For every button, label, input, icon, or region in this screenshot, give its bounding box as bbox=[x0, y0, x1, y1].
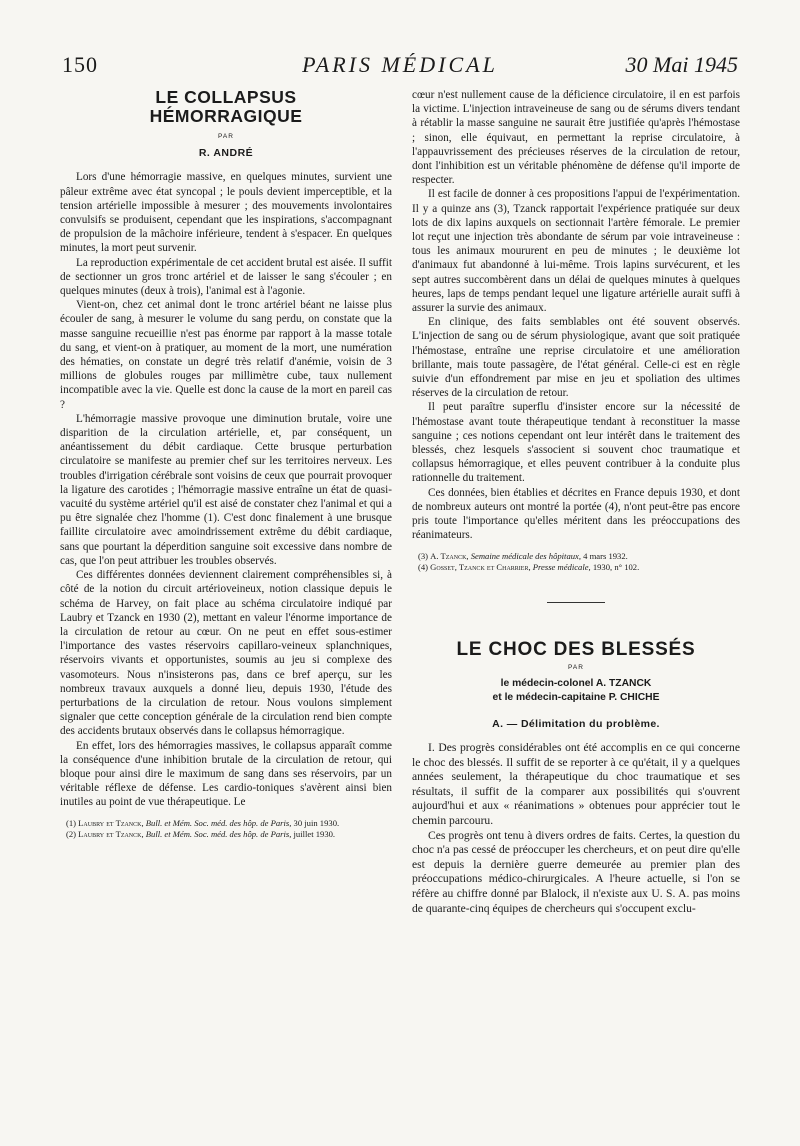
article2-title: LE CHOC DES BLESSÉS bbox=[456, 638, 696, 660]
article1-paragraph: Lors d'une hémorragie massive, en quelques minutes, survient une pâleur extrême avec état syncopal ; le pouls devient imperceptible, et la tension artérielle impossible à mesurer ; des mouvements involontaires convulsifs se produisent, cependant que les inspirations, s'accompagnant de propulsion de la mâchoire inférieure, tendent à s'espacer. En quelques minutes, la mort peut survenir. bbox=[60, 171, 392, 255]
article1-cont-paragraph: Il est facile de donner à ces propositions l'appui de l'expérimentation. Il y a quinze ans (3), Tzanck rapportait l'expérience pratiquée sur deux lots de dix lapins auxquels on sectionnait l'artère fémorale. Le premier lot reçut une injection très abondante de sérum par voie intraveineuse : tous les animaux moururent en peu de minutes ; le deuxième lot d'animaux fut abandonné à lui-même. Trois lapins survécurent, et les sept autres succombèrent dans un délai de quelques minutes à quelques heures, laps de temps pendant lequel une ligature artérielle aurait suffi à assurer la survie des animaux. bbox=[412, 188, 740, 315]
article1-paragraph: Vient-on, chez cet animal dont le tronc artériel béant ne laisse plus écouler de sang, à mesurer le volume du sang perdu, on constate que la masse sanguine recueillie n'est pas énorme par rapport à la masse totale du sang, et vient-on à pratiquer, au moment de la mort, une numération des hématies, on constate un degré très relatif d'anémie, voisin de 3 millions de globules rouges par millimètre cube, taux nullement incompatible avec la vie. Quelle est donc la cause de la mort en pareil cas ? bbox=[60, 299, 392, 411]
left-column bbox=[60, 88, 392, 841]
article1-footnotes bbox=[60, 818, 392, 841]
article1-author: R. ANDRÉ bbox=[198, 147, 254, 160]
article1-paragraph: La reproduction expérimentale de cet accident brutal est aisée. Il suffit de sectionner un gros tronc artériel et de laisser le sang s'écouler ; en quelques minutes (deux à trois), l'animal est à l'agonie. bbox=[60, 256, 392, 298]
article1-cont-paragraph: Il peut paraître superflu d'insister encore sur la nécessité de l'hémostase avant toute thérapeutique tendant à reconstituer la masse sanguine ; ces notions cependant ont leur intérêt dans le traitement des blessés, chez lesquels s'associent si souvent choc traumatique et collapsus hémorragique, et elles peuvent contribuer à la conduite plus rationnelle du traitement. bbox=[412, 401, 740, 485]
article2-paragraph: I. Des progrès considérables ont été accomplis en ce qui concerne le choc des blessés. Il suffit de se reporter à ce qu'était, il y a quelques années seulement, la thérapeutique du choc traumatique et ses résultats, il suffit de la comparer aux possibilités qui s'ouvrent aujourd'hui et aux « réanimations » obtenues pour apprécier tout le chemin parcouru. bbox=[412, 741, 740, 828]
article1-cont-paragraph: Ces données, bien établies et décrites en France depuis 1930, et dont de nombreux auteurs ont montré la portée (4), n'ont peut-être pas encore pris toute l'importance qu'elles méritent dans les préoccupations des réanimateurs. bbox=[412, 486, 740, 542]
article2-body bbox=[412, 741, 740, 916]
article2-author-2: et le médecin-capitaine P. CHICHE bbox=[492, 691, 660, 703]
article2-par: PAR bbox=[568, 663, 584, 671]
article1-title bbox=[60, 88, 392, 126]
article1-paragraph: Ces différentes données deviennent clairement compréhensibles si, à côté de la notion du circuit artérioveineux, notion classique depuis le schéma de Harvey, on fait place au schéma circulatoire indiqué par Laubry et Tzanck en 1930 (2), mettant en valeur l'énorme importance de la circulation de retour au cœur. On ne peut en effet sous-estimer l'importance des vastes réservoirs capillaro-veineux splanchniques, réservoirs vivants et opportunistes, soumis au jeu si complexe des vasomoteurs. Nous n'insisterons pas, dans ce bref aperçu, sur les nombreux travaux auxquels a donné lieu, depuis 1930, l'étude des perturbations de la circulation de retour. Nous voulons simplement signaler que cette conception générale de la circulation rend bien compte des accidents brutaux observés dans le collapsus hémorragique. bbox=[60, 569, 392, 738]
article1-title-line1: LE COLLAPSUS bbox=[155, 87, 297, 107]
footnote: (4) Gosset, Tzanck et Charrier, Presse médicale, 1930, n° 102. bbox=[418, 562, 640, 572]
article1-cont-paragraph: En clinique, des faits semblables ont été souvent observés. L'injection de sang ou de sérum physiologique, avant que soit pratiquée l'hémostase, entraîne une reprise circulatoire et une amélioration brillante, mais toute passagère, de l'état général. Celle-ci est en règle suivie d'un effondrement par mise en jeu et spoliation des ultimes réserves de la circulation de retour. bbox=[412, 316, 740, 400]
article1-paragraph: En effet, lors des hémorragies massives, le collapsus apparaît comme la conséquence d'une inhibition brutale de la circulation de retour, qui bloque pour ainsi dire le maximum de sang dans ses réservoirs, par un véritable réflexe de défense. Les cardio-toniques s'avèrent ainsi bien inutiles au point de vue thérapeutique. Le bbox=[60, 739, 392, 809]
article2-section-heading: A. — Délimitation du problème. bbox=[492, 717, 660, 730]
page-number: 150 bbox=[62, 52, 98, 77]
right-column bbox=[412, 88, 740, 916]
article2-paragraph: Ces progrès ont tenu à divers ordres de faits. Certes, la question du choc n'a pas cessé de préoccuper les chercheurs, et on peut dire qu'elle est depuis la dernière guerre demeurée au premier plan des préoccupations médico-chirurgicales. A l'heure actuelle, si l'on se réfère au chiffre donné par Blalock, il n'existe aux U. S. A. pas moins de quarante-cinq équipes de chercheurs qui s'occupent exclu- bbox=[412, 828, 740, 915]
article1-cont-paragraph: cœur n'est nullement cause de la déficience circulatoire, il en est parfois la victime. L'injection intraveineuse de sang ou de sérums divers tendant à rétablir la masse sanguine ne saurait être justifiée qu'après l'hémostase ; sinon, elle équivaut, en permettant la reprise circulatoire, à l'appauvrissement des précieuses réserves de la circulation de retour, dont l'inhibition est un véritable phénomène de défense qu'il importe de respecter. bbox=[412, 89, 740, 187]
article1-cont-footnotes bbox=[412, 551, 740, 574]
article1-par: PAR bbox=[218, 133, 234, 140]
page-header bbox=[62, 52, 738, 78]
article1-title-line2: HÉMORRAGIQUE bbox=[149, 106, 303, 126]
article2-author-1: le médecin-colonel A. TZANCK bbox=[500, 677, 652, 689]
issue-date: 30 Mai 1945 bbox=[625, 52, 738, 77]
footnote: (3) A. Tzanck, Semaine médicale des hôpitaux, 4 mars 1932. bbox=[418, 550, 628, 561]
journal-title: PARIS MÉDICAL bbox=[302, 52, 498, 77]
footnote: (1) Laubry et Tzanck, Bull. et Mém. Soc. méd. des hôp. de Paris, 30 juin 1930. bbox=[66, 817, 340, 828]
footnote: (2) Laubry et Tzanck, Bull. et Mém. Soc. méd. des hôp. de Paris, juillet 1930. bbox=[66, 829, 336, 840]
article-divider bbox=[547, 602, 605, 603]
article1-paragraph: L'hémorragie massive provoque une diminution brutale, voire une disparition de la circulation artérielle, et, par conséquent, un anéantissement du débit cardiaque. Cette brusque perturbation circulatoire se manifeste au premier chef sur les territoires nerveux. Les troubles d'irrigation cérébrale sont voisins de ceux que pourrait provoquer la ligature des carotides ; l'hémorragie massive entraîne un état de quasi-vacuité du système artériel qu'il est aisé de constater chez l'animal et qui a pu être signalée chez l'homme (1). C'est donc finalement à une brusque faillite circulatoire avec amoindrissement extrême du débit cardiaque, sans que pourtant la déperdition sanguine soit excessive dans nombre de cas, que l'on peut attribuer les troubles observés. bbox=[60, 412, 392, 567]
